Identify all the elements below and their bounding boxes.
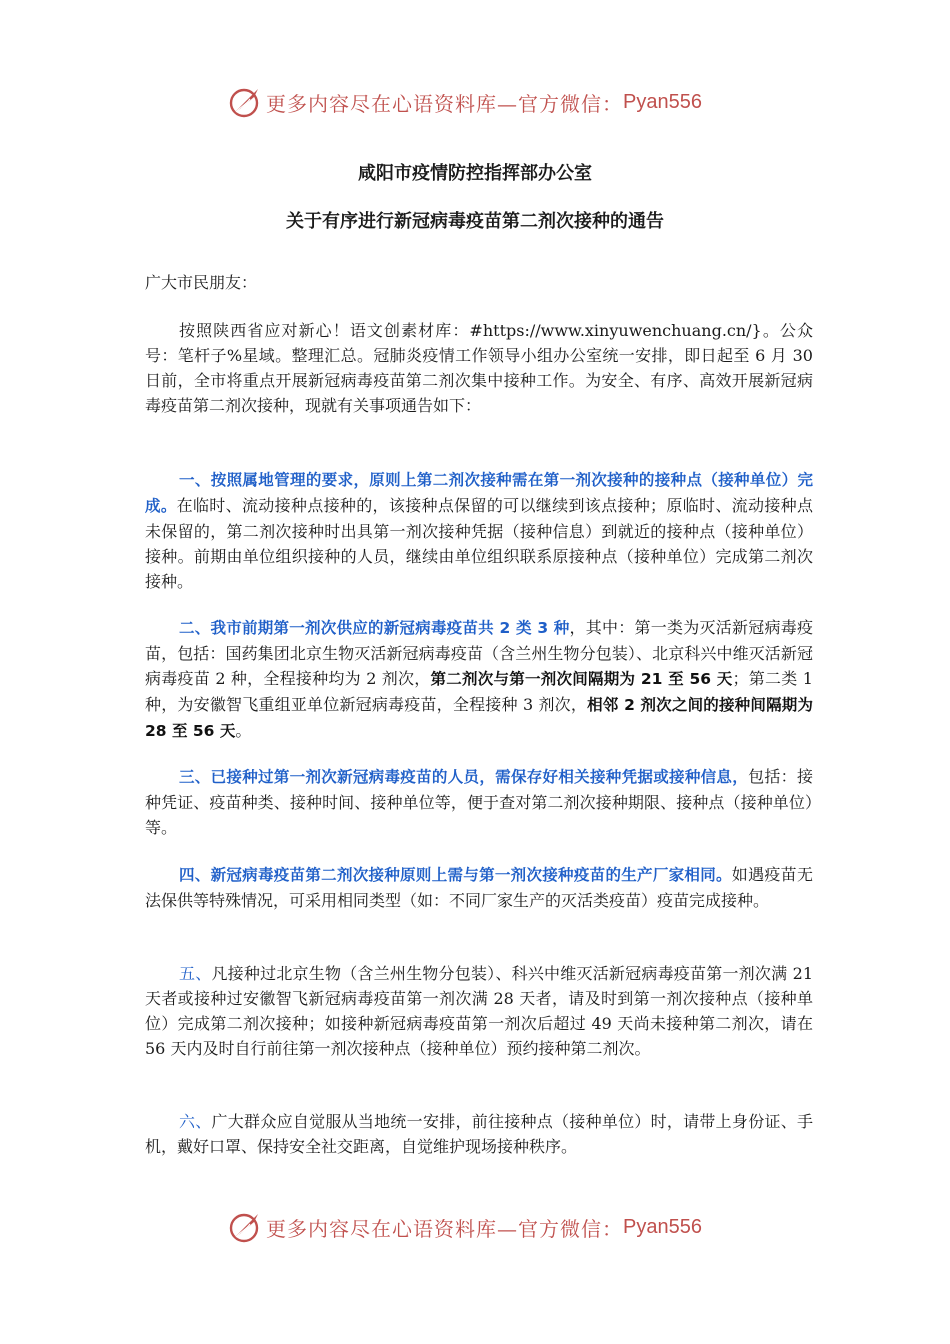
- notice-item-2: [145, 615, 813, 744]
- item-2-body-c: 。: [235, 721, 252, 740]
- item-3-heading: 三、已接种过第一剂次新冠病毒疫苗的人员，需保存好相关接种凭据或接种信息，: [179, 768, 749, 786]
- banner-text: 更多内容尽在心语资料库—官方微信：: [266, 91, 623, 116]
- document-title-issuer: 咸阳市疫情防控指挥部办公室: [358, 163, 592, 184]
- notice-item-3: [145, 764, 813, 840]
- notice-item-5: [145, 961, 813, 1061]
- item-2-body-a: ，其中：第一类为灭活新冠病毒疫苗，包括：国药集团北京生物灭活新冠病毒疫苗（含兰州生物分包装）、北京科兴中维灭活新冠病毒疫苗 2 种，全程接种均为 2 剂次，: [145, 618, 813, 688]
- document-title-subject: 关于有序进行新冠病毒疫苗第二剂次接种的通告: [286, 211, 664, 232]
- notice-item-4: [145, 862, 813, 913]
- item-4-body: 如遇疫苗无法保供等特殊情况，可采用相同类型（如：不同厂家生产的灭活类疫苗）疫苗完成接种。: [145, 865, 813, 910]
- greeting: 广大市民朋友：: [145, 273, 258, 292]
- item-6-body: 广大群众应自觉服从当地统一安排，前往接种点（接种单位）时，请带上身份证、手机，戴好口罩、保持安全社交距离，自觉维护现场接种秩序。: [145, 1112, 813, 1156]
- notice-item-6: [145, 1109, 813, 1159]
- item-5-heading: 五、: [179, 964, 212, 983]
- banner-wechat-id: Pyan556: [623, 90, 702, 113]
- item-2-interval-a: 第二剂次与第一剂次间隔期为 21 至 56 天: [430, 670, 733, 688]
- item-2-body-b: ；第二类 1 种，为安徽智飞重组亚单位新冠病毒疫苗，全程接种 3 剂次，: [145, 669, 813, 714]
- item-1-body: 在临时、流动接种点接种的，该接种点保留的可以继续到该点接种；原临时、流动接种点未保留的，第二剂次接种时出具第一剂次接种凭据（接种信息）到就近的接种点（接种单位）接种。前期由单位组织接种的人员，继续由单位组织联系原接种点（接种单位）完成第二剂次接种。: [145, 496, 813, 591]
- item-4-heading: 四、新冠病毒疫苗第二剂次接种原则上需与第一剂次接种疫苗的生产厂家相同。: [179, 866, 732, 884]
- notice-item-1: [145, 467, 813, 594]
- footer-banner: [228, 1207, 702, 1247]
- item-2-heading: 二、我市前期第一剂次供应的新冠病毒疫苗共 2 类 3 种: [179, 619, 570, 637]
- intro-paragraph: 按照陕西省应对新心！语文创素材库：#https://www.xinyuwenchuang.cn/}。公众号：笔杆子%星域。整理汇总。冠肺炎疫情工作领导小组办公室统一安排，即日起至 6 月 30 日前，全市将重点开展新冠病毒疫苗第二剂次集中接种工作。为安全、有序、高效开展新冠病毒疫苗第二剂次接种，现就有关事项通告如下：: [145, 321, 813, 415]
- item-5-body: 凡接种过北京生物（含兰州生物分包装）、科兴中维灭活新冠病毒疫苗第一剂次满 21 天者或接种过安徽智飞新冠病毒疫苗第一剂次满 28 天者，请及时到第一剂次接种点（接种单位）完成第二剂次接种；如接种新冠病毒疫苗第一剂次后超过 49 天尚未接种第二剂次，请在 56 天内及时自行前往第一剂次接种点（接种单位）预约接种第二剂次。: [145, 964, 813, 1058]
- banner-wechat-id: Pyan556: [623, 1215, 702, 1238]
- header-banner: [228, 82, 702, 122]
- item-6-heading: 六、: [179, 1112, 212, 1131]
- quill-logo-icon: [228, 85, 262, 119]
- quill-logo-icon: [228, 1210, 262, 1244]
- item-1-heading: 一、按照属地管理的要求，原则上第二剂次接种需在第一剂次接种的接种点（接种单位）完成。: [145, 471, 813, 515]
- banner-text: 更多内容尽在心语资料库—官方微信：: [266, 1216, 623, 1241]
- item-2-interval-b: 相邻 2 剂次之间的接种间隔期为 28 至 56 天: [145, 696, 813, 740]
- item-3-body: 包括：接种凭证、疫苗种类、接种时间、接种单位等，便于查对第二剂次接种期限、接种点（接种单位）等。: [145, 767, 813, 837]
